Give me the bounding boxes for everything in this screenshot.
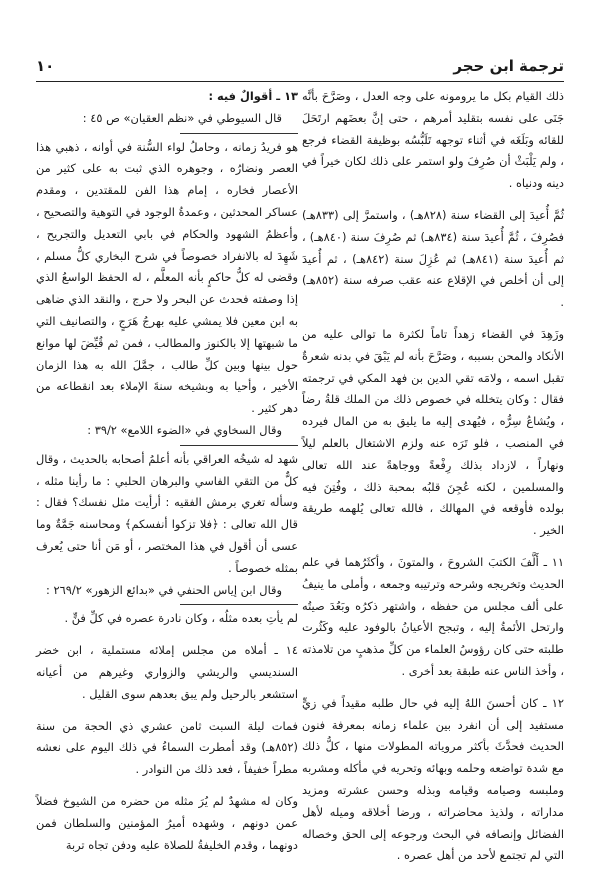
quote-source-sakhawi: وقال السخاوي في «الضوء اللامع» ٣٩/٢ : — [87, 422, 282, 437]
paragraph-asceticism: وزَهِدَ في القضاء زهداً تاماً لكثرة ما توالى عليه من الأنكاد والمحن بسببه ، وصَرَّحَ بأنه لم يَبْقَ في بدنه شعرةٌ تقبل اسمه ، ولامَه تقي الدين بن فهد المكي في ترجمته فقال : وكان يتخلله في خصوص ذلك من الملك قلةُ رضاً ، ويُشاعُ سِرُّه ، فيُهدى إليه ما يليق به من المال فيرده في المنصب ، فلو تَرَه عنه ولزم الاشتغال بالعلم ليلاً ونهاراً ، لازداد بذلك رِفْعةً ووجاهةً عند الله تعالى والمسلمين ، لكنه عُجِنَ قلبُه بمحبة ذلك ، وفُتِنَ فيه بولده فأوقعه في المهالك ، فالله تعالى يُلهمه طريقة الخير . — [302, 326, 564, 538]
paragraph-item-14: ١٤ ـ أملاه من مجلس إملائه مستملية ، ابن خضر السنديسي والريشي والزواري وغيرهم من أعيانه استشعر بالرحيل ولم يبق بعدهم سوى القليل . — [36, 643, 298, 701]
right-column — [302, 86, 564, 867]
quote-source-ibn-iyas: وقال ابن إياس الحنفي في «بدائع الزهور» ٢٦٩/٢ : — [46, 582, 282, 597]
header-divider — [36, 81, 564, 82]
quote-text-ibn-iyas: لم يأتِ بعده مثلُه ، وكان نادرة عصره في كلِّ فنٍّ . — [64, 611, 298, 626]
section-heading-sayings: ١٣ ـ أقوالٌ فيه : — [208, 89, 298, 103]
paragraph-judgeship-resignation: ذلك القيام بكل ما يرومونه على وجه العدل ، وصَرَّحَ بأنَّه جَنَى على نفسه بتقليد أمرهم ، حتى إنَّ بعضَهم ارتَحَلَ للقائه وبَلَغَه في أثناء توجهه تَلَبُّسُه بوظيفة القضاء فرجع ، ولم يَلْبَثْ أن صُرِفَ ولو استمر على ذلك لكان خيراً في دينه ودنياه . — [302, 89, 564, 191]
paragraph-item-12-character: ١٢ ـ كان أحسنَ اللهُ إليه في حال طلبه مقيداً في زيٍّ مستفيد إلى أن انفرد بين علماء زمانه بمعرفة فنون الحديث فحدَّثَ بأكثر مروياته المطولات منها ، كلُّ ذلك مع شدة تواضعه وحلمه وبهائه وتحريه في مأكله ومشربه وملبسه وصيامه وقيامه وبذله وحسن عشرته ومزيد مداراته ، ولذيذ محاضراته ، ورضا أخلاقه وميله لأهل الفضائل وإنصافه في البحث ورجوعه إلى الحق وخصاله التي لم تجتمع لأحد من أهل عصره . — [302, 695, 564, 863]
source-underline — [180, 604, 298, 605]
page-header — [36, 52, 564, 80]
source-underline — [180, 133, 298, 134]
quote-text-suyuti: هو فريدُ زمانه ، وحاملُ لواء السُّنة في أوانه ، ذهبي هذا العصر ونضارُه ، وجوهره الذي ثبت به على كثير من الأعصار فخاره ، إمام هذا الفن للمقتدين ، ومقدم عساكر المحدثين ، وعمدةُ الوجود في التوهية والتصحيح ، وأعظمُ الشهود والحكام في بابي التعديل والتجريح ، شَهِدَ له بالانفراد خصوصاً في شرح البخاري كلُّ مسلم ، وقضى له كلُّ حاكمٍ بأنه المعلَّم ، له الحفظ الواسعُ الذي إذا وصفته فحدث عن البحر ولا حرج ، والنقد الذي ضاهى به ابن معين فلا يمشي عليه بهرجُ هَرَجٍ ، والتصانيف التي ما شبهتها إلا بالكنوز والمطالب ، فمن ثم قُيِّضَ لها موانع حول بينها وبين كلِّ طالب ، جمَّلَ الله به هذا الزمان الأخير ، وأحيا به وبشيخه سنةَ الإملاء بعد انقطاعه من دهر كثير . — [36, 139, 298, 416]
paragraph-judgeship-dates: ثُمَّ أُعيدَ إلى القضاء سنة (٨٢٨هـ) ، واستمرَّ إلى (٨٣٣هـ) فصُرِفَ ، ثُمَّ أُعيدَ سنة (٨٣٤هـ) ثم صُرِفَ سنة (٨٤٠هـ) ، ثم أُعيدَ سنة (٨٤١هـ) ثم عُزِلَ سنة (٨٤٢هـ) ، ثم أُعيدَ إلى أن أخلص في الإقلاع عنه عقب صرفه سنة (٨٥٢هـ) . — [302, 207, 565, 310]
page-number: ١٠ — [36, 57, 55, 75]
running-title: ترجمة ابن حجر — [453, 57, 564, 75]
paragraph-funeral: وكان له مشهدٌ لم يُرَ مثله من حضره من الشيوخ فضلاً عمن دونهم ، وشهده أميرُ المؤمنين والسلطان فمن دونهما ، وقدم الخليفةُ للصلاة عليه ودفن تجاه تربة — [36, 793, 298, 852]
quote-text-sakhawi: شهد له شيخُه العراقي بأنه أعلمُ أصحابه بالحديث ، وقال كلٌّ من التقي الفاسي والبرهان الحلبي : ما رأينا مثله ، وسأله تغري برمش الفقيه : أرأيت مثل نفسك؟ فقال : قال الله تعالى : ﴿فلا تزكوا أنفسكم﴾ ومحاسنه جَمَّةٌ وما عسى أن أقول في هذا المختصر ، أو مَن أنا حتى يُعرف بمثله خصوصاً . — [36, 451, 298, 575]
paragraph-item-11-works: ١١ ـ أَلَّفَ الكتبَ الشروحَ ، والمتونَ ، وأكثَرُهما في علم الحديث وتخريجه وشرحه وترتيبه وجمعه ، وأملى ما ينيفُ على ألف مجلس من حفظه ، واشتهر ذكرُه وبَعُدَ صيتُه وارتحل الأئمةُ إليه ، وتبجح الأعيانُ بالوفود عليه وكَثُرت طلبته حتى كان رؤوسُ العلماء من كلِّ مذهبٍ من تلامذته ، وأخذ الناس عنه طبقة بعد أخرى . — [302, 554, 564, 678]
left-column — [36, 86, 298, 856]
quote-source-suyuti: قال السيوطي في «نظم العقيان» ص ٤٥ : — [82, 110, 282, 125]
source-underline — [180, 445, 298, 446]
paragraph-death: فمات ليلة السبت ثامن عشري ذي الحجة من سنة (٨٥٢هـ) وقد أمطرت السماءُ في ذلك اليوم على نعشه مطراً خفيفاً ، فعد ذلك من النوادر . — [36, 718, 298, 777]
